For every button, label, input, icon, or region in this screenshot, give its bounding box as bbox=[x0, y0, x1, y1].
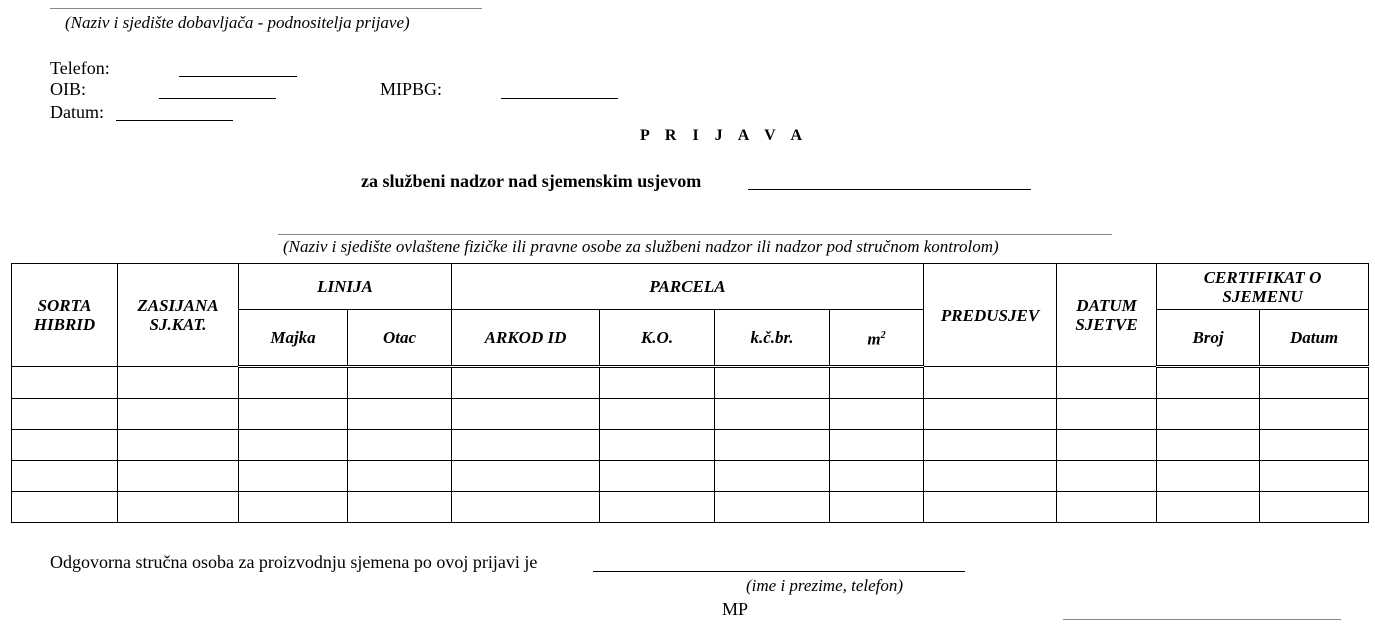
table-cell[interactable] bbox=[924, 492, 1057, 523]
authority-name-line[interactable] bbox=[278, 234, 1112, 235]
table-cell[interactable] bbox=[1057, 430, 1157, 461]
table-cell[interactable] bbox=[1260, 461, 1369, 492]
datum-input-line[interactable] bbox=[116, 120, 233, 121]
table-cell[interactable] bbox=[715, 399, 830, 430]
table-cell[interactable] bbox=[452, 430, 600, 461]
table-cell[interactable] bbox=[1157, 399, 1260, 430]
table-cell[interactable] bbox=[239, 430, 348, 461]
table-cell[interactable] bbox=[12, 492, 118, 523]
table-cell[interactable] bbox=[118, 461, 239, 492]
datum-label: Datum: bbox=[50, 102, 104, 122]
header-m2 bbox=[830, 310, 924, 367]
table-cell[interactable] bbox=[924, 367, 1057, 399]
crop-input-line[interactable] bbox=[748, 189, 1031, 190]
table-cell[interactable] bbox=[830, 430, 924, 461]
table-cell[interactable] bbox=[239, 461, 348, 492]
table-cell[interactable] bbox=[600, 430, 715, 461]
table-cell[interactable] bbox=[452, 492, 600, 523]
oib-label: OIB: bbox=[50, 79, 86, 99]
table-cell[interactable] bbox=[1157, 367, 1260, 399]
table-cell[interactable] bbox=[118, 430, 239, 461]
supplier-caption: (Naziv i sjedište dobavljača - podnositelja prijave) bbox=[65, 13, 410, 32]
crop-table bbox=[11, 263, 1369, 523]
header-datum-sjetve-text: DATUM SJETVE bbox=[1075, 296, 1138, 334]
table-cell[interactable] bbox=[452, 399, 600, 430]
header-datum-sjetve bbox=[1057, 264, 1157, 367]
header-broj: Broj bbox=[1157, 310, 1260, 367]
oib-input-line[interactable] bbox=[159, 98, 276, 99]
header-m-text: m bbox=[867, 329, 881, 349]
header-ko: K.O. bbox=[600, 310, 715, 367]
header-datum: Datum bbox=[1260, 310, 1369, 367]
table-cell[interactable] bbox=[348, 492, 452, 523]
table-cell[interactable] bbox=[452, 461, 600, 492]
responsible-person-input-line[interactable] bbox=[593, 571, 965, 572]
header-certifikat-text: CERTIFIKAT O SJEMENU bbox=[1203, 267, 1322, 306]
table-cell[interactable] bbox=[830, 399, 924, 430]
header-predusjev: PREDUSJEV bbox=[924, 264, 1057, 367]
header-m-sup: 2 bbox=[880, 330, 886, 342]
signature-line[interactable] bbox=[1063, 619, 1341, 620]
page-title: P R I J A V A bbox=[640, 127, 809, 144]
table-cell[interactable] bbox=[715, 430, 830, 461]
telefon-label: Telefon: bbox=[50, 58, 110, 78]
table-cell[interactable] bbox=[348, 399, 452, 430]
table-cell[interactable] bbox=[830, 367, 924, 399]
header-kcbr: k.č.br. bbox=[715, 310, 830, 367]
table-cell[interactable] bbox=[600, 492, 715, 523]
mp-stamp-label: MP bbox=[722, 599, 749, 619]
supplier-name-line[interactable] bbox=[50, 8, 482, 9]
table-cell[interactable] bbox=[239, 399, 348, 430]
table-cell[interactable] bbox=[1057, 367, 1157, 399]
table-cell[interactable] bbox=[715, 367, 830, 399]
table-cell[interactable] bbox=[1260, 492, 1369, 523]
table-cell[interactable] bbox=[715, 461, 830, 492]
table-cell[interactable] bbox=[118, 492, 239, 523]
subtitle: za službeni nadzor nad sjemenskim usjevom bbox=[361, 171, 702, 191]
header-certifikat bbox=[1157, 264, 1369, 310]
table-cell[interactable] bbox=[12, 399, 118, 430]
telefon-input-line[interactable] bbox=[179, 76, 297, 77]
header-majka: Majka bbox=[239, 310, 348, 367]
table-cell[interactable] bbox=[924, 461, 1057, 492]
table-cell[interactable] bbox=[239, 492, 348, 523]
table-row bbox=[12, 492, 1369, 523]
table-cell[interactable] bbox=[715, 492, 830, 523]
table-cell[interactable] bbox=[1157, 461, 1260, 492]
table-cell[interactable] bbox=[1057, 399, 1157, 430]
table-cell[interactable] bbox=[12, 367, 118, 399]
header-sorta-text: SORTA HIBRID bbox=[33, 296, 96, 334]
table-row bbox=[12, 399, 1369, 430]
header-zasijana-text: ZASIJANA SJ.KAT. bbox=[137, 296, 219, 334]
authority-caption: (Naziv i sjedište ovlaštene fizičke ili pravne osobe za službeni nadzor ili nadzor pod stručnom kontrolom) bbox=[283, 237, 999, 256]
table-cell[interactable] bbox=[600, 367, 715, 399]
header-parcela: PARCELA bbox=[452, 264, 924, 310]
header-arkod-id: ARKOD ID bbox=[452, 310, 600, 367]
header-linija: LINIJA bbox=[239, 264, 452, 310]
name-phone-caption: (ime i prezime, telefon) bbox=[746, 576, 904, 595]
table-cell[interactable] bbox=[118, 367, 239, 399]
responsible-person-text: Odgovorna stručna osoba za proizvodnju sjemena po ovoj prijavi je bbox=[50, 552, 538, 572]
mipbg-input-line[interactable] bbox=[501, 98, 618, 99]
table-cell[interactable] bbox=[924, 399, 1057, 430]
table-cell[interactable] bbox=[348, 430, 452, 461]
table-row bbox=[12, 367, 1369, 399]
mipbg-label: MIPBG: bbox=[380, 79, 443, 99]
table-cell[interactable] bbox=[12, 430, 118, 461]
table-cell[interactable] bbox=[348, 461, 452, 492]
table-cell[interactable] bbox=[452, 367, 600, 399]
table-cell[interactable] bbox=[12, 461, 118, 492]
table-cell[interactable] bbox=[348, 367, 452, 399]
table-cell[interactable] bbox=[1260, 399, 1369, 430]
header-zasijana bbox=[118, 264, 239, 367]
table-cell[interactable] bbox=[1260, 367, 1369, 399]
table-cell[interactable] bbox=[1157, 430, 1260, 461]
table-cell[interactable] bbox=[1057, 492, 1157, 523]
table-row bbox=[12, 430, 1369, 461]
table-cell[interactable] bbox=[118, 399, 239, 430]
table-cell[interactable] bbox=[924, 430, 1057, 461]
table-row bbox=[12, 461, 1369, 492]
header-sorta-hibrid bbox=[12, 264, 118, 367]
table-cell[interactable] bbox=[830, 461, 924, 492]
table-cell[interactable] bbox=[830, 492, 924, 523]
table-cell[interactable] bbox=[1057, 461, 1157, 492]
table-cell[interactable] bbox=[600, 461, 715, 492]
header-otac: Otac bbox=[348, 310, 452, 367]
table-cell[interactable] bbox=[239, 367, 348, 399]
table-cell[interactable] bbox=[1260, 430, 1369, 461]
table-cell[interactable] bbox=[1157, 492, 1260, 523]
table-cell[interactable] bbox=[600, 399, 715, 430]
